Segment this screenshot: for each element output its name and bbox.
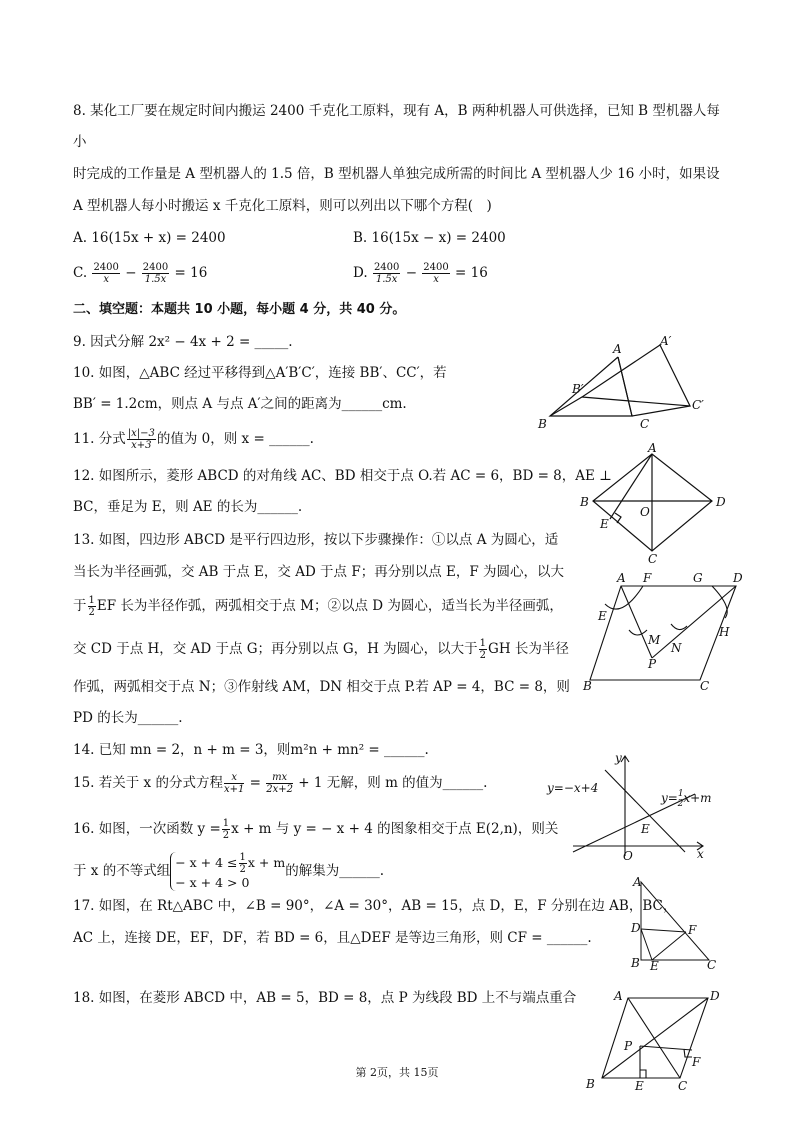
q8-line3: A 型机器人每小时搬运 x 千克化工原料，则可以列出以下哪个方程( ) <box>73 198 492 214</box>
label-B: B <box>583 679 592 693</box>
label-E: E <box>650 959 659 973</box>
label-x: x <box>697 847 704 861</box>
q16-line2: 于 x 的不等式组 − x + 4 ≤ $\frac{1}{2}$ x + m − x + 4 > 0 的解集为______. <box>73 852 385 890</box>
label-C: C <box>707 958 717 972</box>
q10-line2: BB′ = 1.2cm，则点 A 与点 A′之间的距离为______cm. <box>73 396 407 412</box>
label-A-prime: A′ <box>660 334 672 348</box>
figure-q17 <box>625 872 720 974</box>
label-F: F <box>692 1055 701 1069</box>
q13-line5: 作弧，两弧相交于点 N；③作射线 AM，DN 相交于点 P.若 AP = 4，BC = 8，则 <box>73 679 570 695</box>
label-y: y <box>615 751 622 765</box>
q13-line4: 交 CD 于点 H，交 AD 于点 G；再分别以点 G，H 为圆心，以大于 $\frac{1}{2}$ GH 长为半径 <box>73 638 569 661</box>
q8-option-d: D. $\frac{2400}{1.5x}$ − $\frac{2400}{x}$ = 16 <box>353 262 488 285</box>
label-P: P <box>624 1039 633 1053</box>
label-E: E <box>600 517 609 531</box>
label-D: D <box>710 989 720 1003</box>
figure-q13 <box>585 568 750 696</box>
q9: 9. 因式分解 2x² − 4x + 2 = _____. <box>73 334 293 350</box>
q13-line1: 13. 如图，四边形 ABCD 是平行四边形，按以下步骤操作：①以点 A 为圆心，适 <box>73 532 559 548</box>
label-N: N <box>671 641 682 655</box>
label-B: B <box>580 495 589 509</box>
label-A: A <box>633 875 642 889</box>
label-H: H <box>719 625 730 639</box>
label-A: A <box>613 342 622 356</box>
q13-line3: 于 $\frac{1}{2}$ EF 长为半径作弧，两弧相交于点 M；②以点 D 为圆心，适当长为半径画弧， <box>73 595 563 618</box>
q8-option-a: A. 16(15x + x) = 2400 <box>73 230 226 246</box>
page-footer: 第 2页，共 15页 <box>355 1066 439 1079</box>
figure-q12 <box>580 440 740 565</box>
label-C: C <box>700 679 710 693</box>
label-F: F <box>688 923 697 937</box>
label-B-prime: B′ <box>572 382 584 396</box>
line2-label: y=$^1$ 2x+m <box>661 789 712 809</box>
label-P: P <box>648 657 657 671</box>
label-A: A <box>614 989 623 1003</box>
q8-line1b: 小 <box>73 134 87 150</box>
label-D: D <box>716 495 726 509</box>
q10-line1: 10. 如图，△ABC 经过平移得到△A′B′C′，连接 BB′、CC′，若 <box>73 365 447 381</box>
label-F: F <box>643 571 652 585</box>
label-B: B <box>586 1077 595 1091</box>
section-heading: 二、填空题：本题共 10 小题，每小题 4 分，共 40 分。 <box>73 302 406 317</box>
label-C: C <box>648 552 658 566</box>
q8-line2: 时完成的工作量是 A 型机器人的 1.5 倍，B 型机器人单独完成所需的时间比 A 型机器人少 16 小时，如果设 <box>73 166 720 182</box>
label-E: E <box>641 822 650 836</box>
label-B: B <box>538 417 547 431</box>
line1-label: y=−x+4 <box>547 781 599 795</box>
q12-line2: BC，垂足为 E，则 AE 的长为______. <box>73 499 303 515</box>
label-C: C <box>640 417 650 431</box>
label-O: O <box>640 505 650 519</box>
label-C: C <box>678 1079 688 1093</box>
q18: 18. 如图，在菱形 ABCD 中，AB = 5，BD = 8，点 P 为线段 BD 上不与端点重合 <box>73 990 577 1006</box>
label-M: M <box>648 633 661 647</box>
label-O: O <box>623 849 633 863</box>
label-C-prime: C′ <box>692 398 704 412</box>
q14: 14. 已知 mn = 2，n + m = 3，则m²n + mn² = ______. <box>73 742 429 758</box>
q8-option-c: C. $\frac{2400}{x}$ − $\frac{2400}{1.5x}$ = 16 <box>73 262 208 285</box>
q13-line6: PD 的长为______. <box>73 710 183 726</box>
q17-line2: AC 上，连接 DE，EF，DF，若 BD = 6，且△DEF 是等边三角形，则 CF = ______. <box>73 930 592 946</box>
label-B: B <box>631 956 640 970</box>
label-A: A <box>617 571 626 585</box>
q13-line2: 当长为半径画弧，交 AB 于点 E，交 AD 于点 F；再分别以点 E，F 为圆心，以大 <box>73 564 565 580</box>
q12-line1: 12. 如图所示，菱形 ABCD 的对角线 AC、BD 相交于点 O.若 AC = 6，BD = 8，AE ⊥ <box>73 468 612 484</box>
label-D: D <box>631 921 641 935</box>
q16-line1: 16. 如图，一次函数 y = $\frac{1}{2}$ x + m 与 y = − x + 4 的图象相交于点 E(2,n)，则关 <box>73 818 559 841</box>
q8-line1: 8. 某化工厂要在规定时间内搬运 2400 千克化工原料，现有 A，B 两种机器人可供选择，已知 B 型机器人每 <box>73 103 720 119</box>
label-G: G <box>693 571 703 585</box>
q11: 11. 分式 $\frac{|x|-3}{x+3}$ 的值为 0，则 x = ______. <box>73 428 314 451</box>
q17-line1: 17. 如图，在 Rt△ABC 中，∠B = 90°，∠A = 30°，AB = 15，点 D，E，F 分别在边 AB，BC， <box>73 898 677 914</box>
label-D: D <box>733 571 743 585</box>
figure-q10 <box>520 335 720 435</box>
figure-q16 <box>545 748 720 864</box>
label-A: A <box>648 441 657 455</box>
label-E: E <box>635 1079 644 1093</box>
label-E: E <box>598 609 607 623</box>
q8-option-b: B. 16(15x − x) = 2400 <box>353 230 506 246</box>
inequality-system: − x + 4 ≤ $\frac{1}{2}$ x + m − x + 4 > 0 <box>170 852 285 891</box>
q15: 15. 若关于 x 的分式方程 $\frac{x}{x+1}$ = $\frac{mx}{2x+2}$ + 1 无解，则 m 的值为______. <box>73 772 488 795</box>
